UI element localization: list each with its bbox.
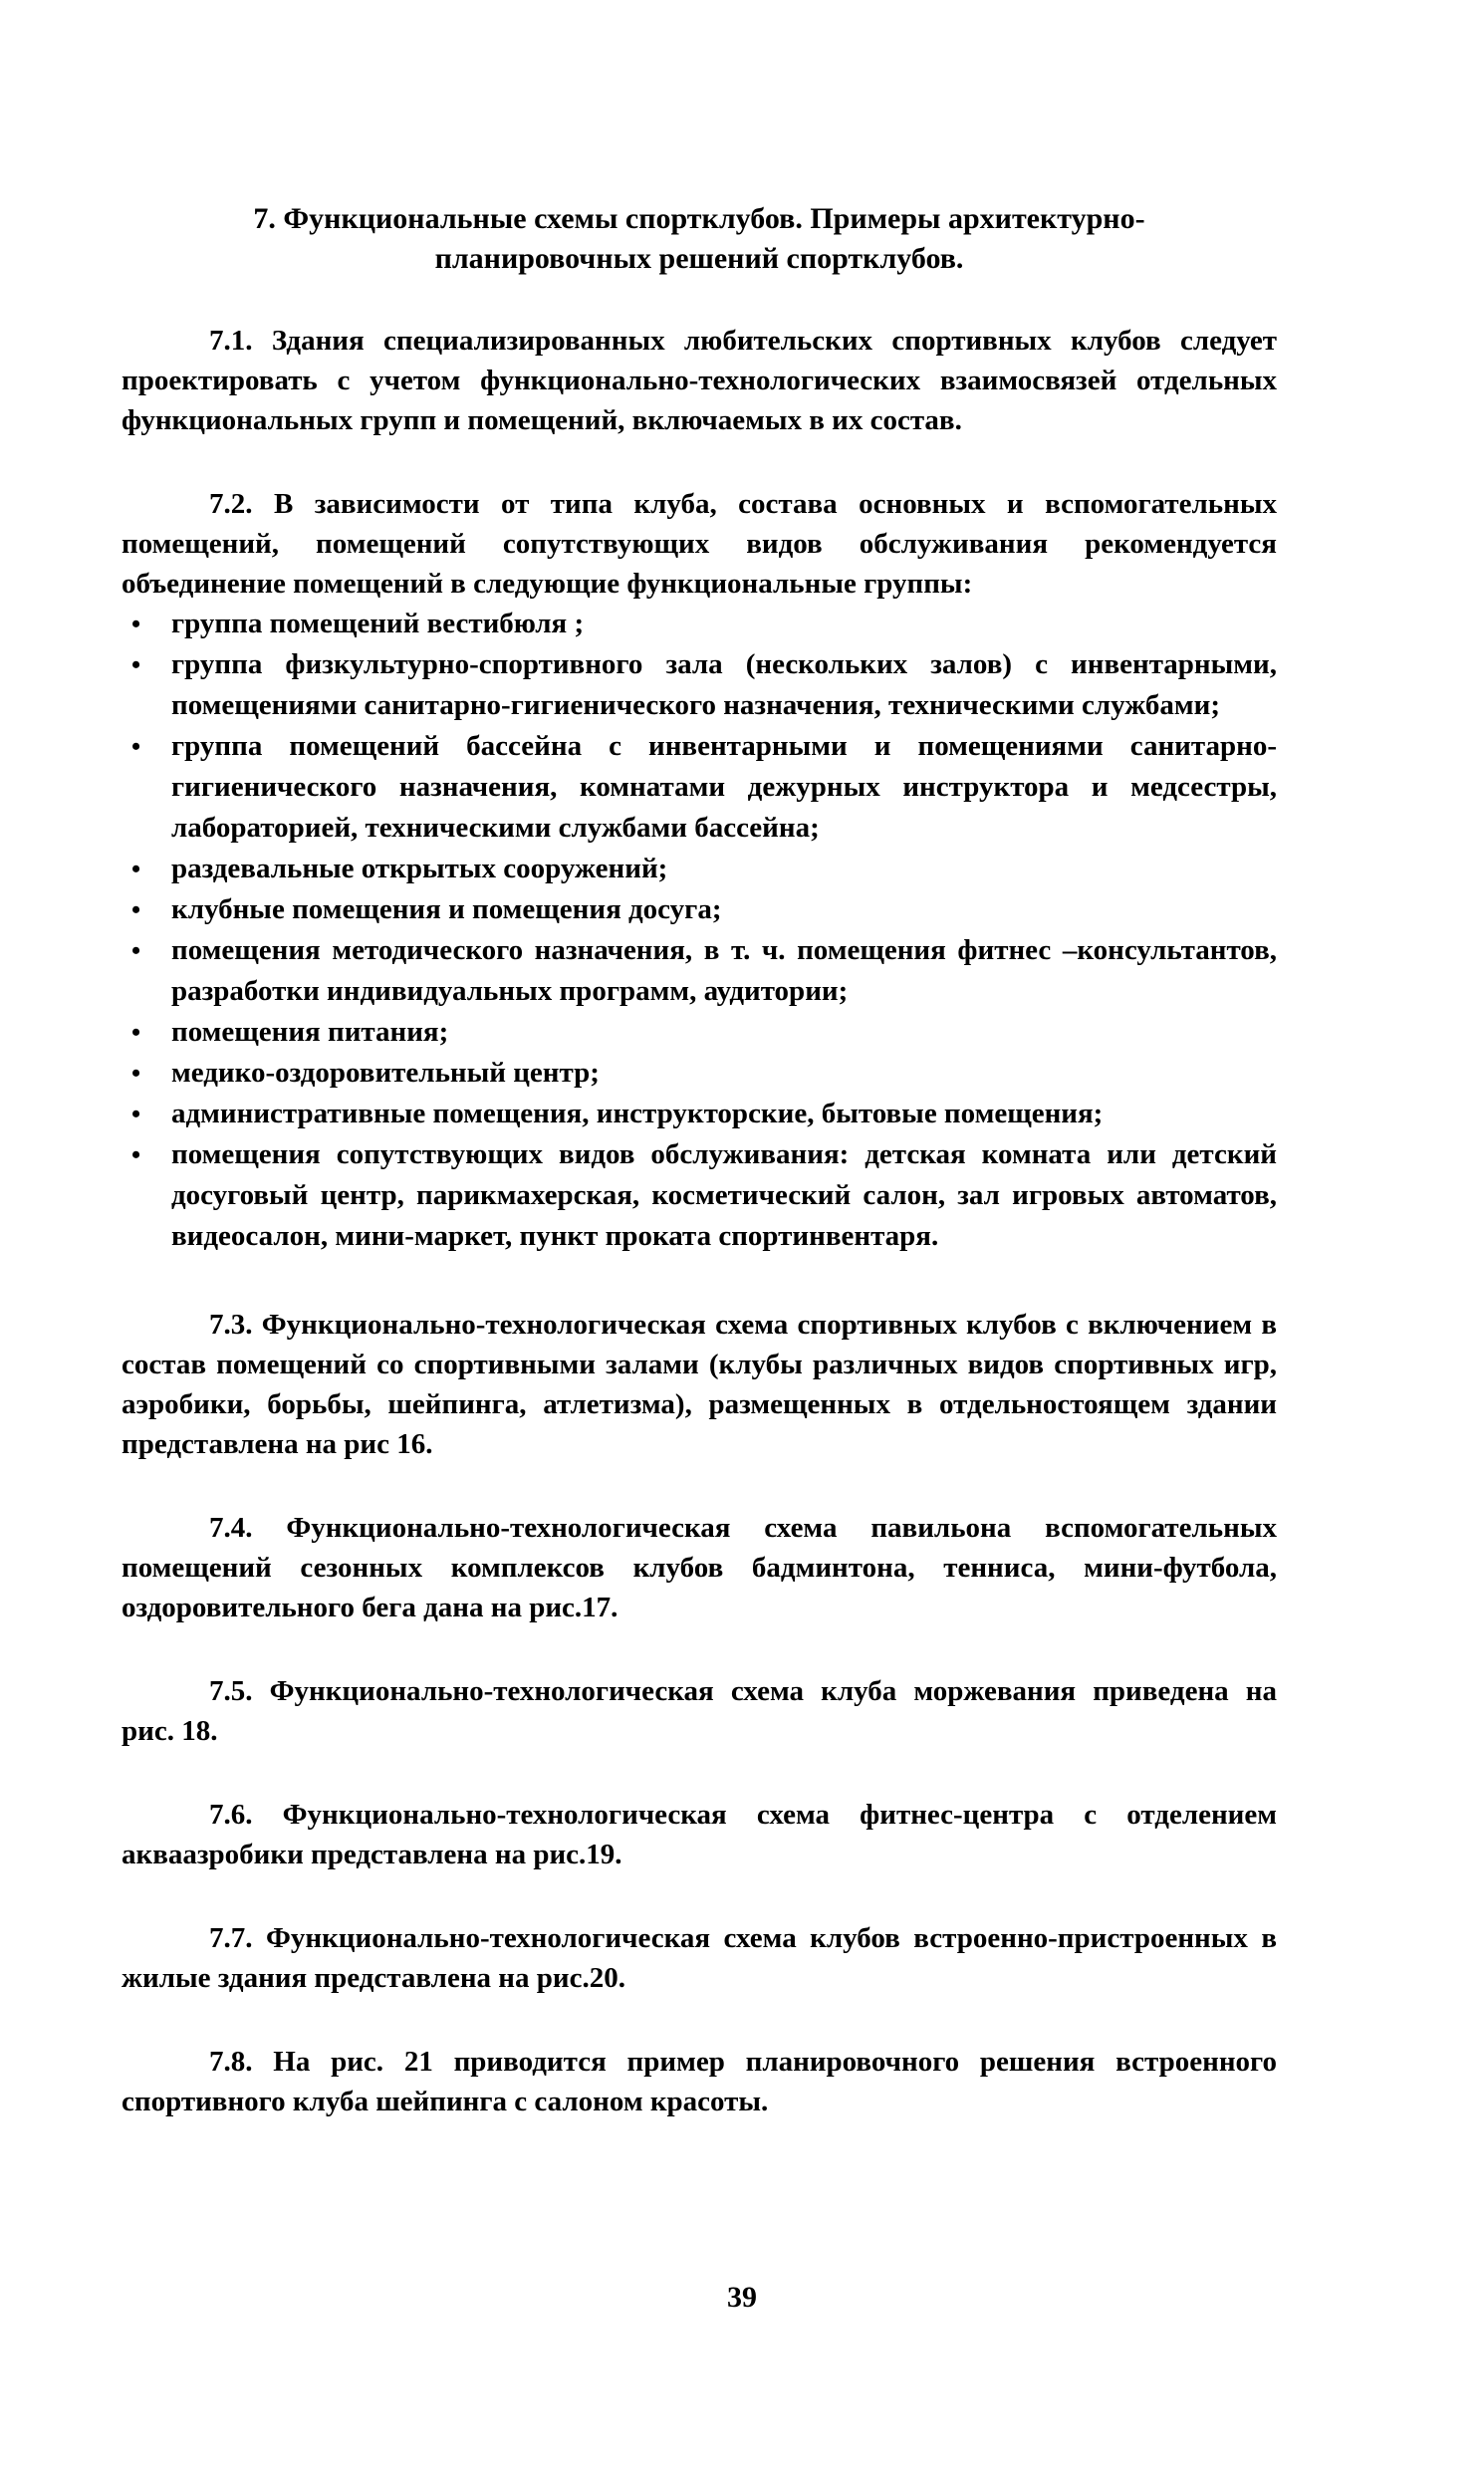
list-item-text: помещения питания; <box>171 1016 449 1048</box>
list-item <box>122 930 1277 1012</box>
paragraph-7-3: 7.3. Функционально-технологическая схема спортивных клубов с включением в состав помещений со спортивными залами (клубы различных видов спортивных игр, аэробики, борьбы, шейпинга, атлетизма), размещенных в отдельностоящем здании представлена на рис 16. <box>122 1309 1277 1460</box>
bullet-icon: • <box>131 855 141 883</box>
list-item-text: помещения методического назначения, в т. ч. помещения фитнес –консультантов, разработки индивидуальных программ, аудитории; <box>171 934 1277 1007</box>
paragraph-7-6: 7.6. Функционально-технологическая схема фитнес-центра с отделением акваазробики представлена на рис.19. <box>122 1799 1277 1870</box>
bullet-icon: • <box>131 936 141 965</box>
list-item-text: помещения сопутствующих видов обслуживания: детская комната или детский досуговый центр, парикмахерская, косметический салон, зал игровых автоматов, видеосалон, мини-маркет, пункт проката спортинвентаря. <box>171 1138 1277 1252</box>
list-item-text: группа физкультурно-спортивного зала (нескольких залов) с инвентарными, помещениями санитарно-гигиенического назначения, техническими службами; <box>171 648 1277 721</box>
heading-line-1: 7. Функциональные схемы спортклубов. Примеры архитектурно- <box>253 202 1145 235</box>
list-item-text: раздевальные открытых сооружений; <box>171 853 668 884</box>
document-page <box>122 199 1277 2165</box>
paragraph-7-1: 7.1. Здания специализированных любительских спортивных клубов следует проектировать с учетом функционально-технологических взаимосвязей отдельных функциональных групп и помещений, включаемых в их состав. <box>122 325 1277 436</box>
list-item-text: группа помещений вестибюля ; <box>171 608 585 639</box>
list-item <box>122 604 1277 644</box>
bullet-icon: • <box>131 1059 141 1088</box>
bullet-icon: • <box>131 1018 141 1047</box>
list-item-text: медико-оздоровительный центр; <box>171 1057 600 1089</box>
list-item <box>122 1094 1277 1134</box>
list-item <box>122 726 1277 849</box>
bullet-icon: • <box>131 1100 141 1128</box>
paragraph-7-5: 7.5. Функционально-технологическая схема клуба моржевания приведена на рис. 18. <box>122 1675 1277 1747</box>
heading-line-2: планировочных решений спортклубов. <box>434 242 964 275</box>
list-item <box>122 1012 1277 1053</box>
functional-groups-list <box>122 604 1277 1257</box>
list-item <box>122 849 1277 889</box>
paragraph-7-7: 7.7. Функционально-технологическая схема клубов встроенно-пристроенных в жилые здания представлена на рис.20. <box>122 1922 1277 1994</box>
bullet-icon: • <box>131 732 141 761</box>
list-item <box>122 1053 1277 1094</box>
page-number: 39 <box>727 2281 757 2314</box>
paragraph-7-4: 7.4. Функционально-технологическая схема павильона вспомогательных помещений сезонных комплексов клубов бадминтона, тенниса, мини-футбола, оздоровительного бега дана на рис.17. <box>122 1512 1277 1623</box>
paragraph-7-2: 7.2. В зависимости от типа клуба, состава основных и вспомогательных помещений, помещений сопутствующих видов обслуживания рекомендуется объединение помещений в следующие функциональные группы: <box>122 488 1277 600</box>
list-item <box>122 1134 1277 1257</box>
bullet-icon: • <box>131 1140 141 1169</box>
list-item <box>122 889 1277 930</box>
list-item-text: клубные помещения и помещения досуга; <box>171 893 722 925</box>
bullet-icon: • <box>131 610 141 638</box>
bullet-icon: • <box>131 650 141 679</box>
paragraph-7-8: 7.8. На рис. 21 приводится пример планировочного решения встроенного спортивного клуба шейпинга с салоном красоты. <box>122 2046 1277 2117</box>
bullet-icon: • <box>131 895 141 924</box>
list-item-text: административные помещения, инструкторские, бытовые помещения; <box>171 1098 1104 1129</box>
list-item-text: группа помещений бассейна с инвентарными и помещениями санитарно-гигиенического назначения, комнатами дежурных инструктора и медсестры, лабораторией, техническими службами бассейна; <box>171 730 1277 844</box>
list-item <box>122 644 1277 726</box>
section-heading <box>122 199 1277 279</box>
